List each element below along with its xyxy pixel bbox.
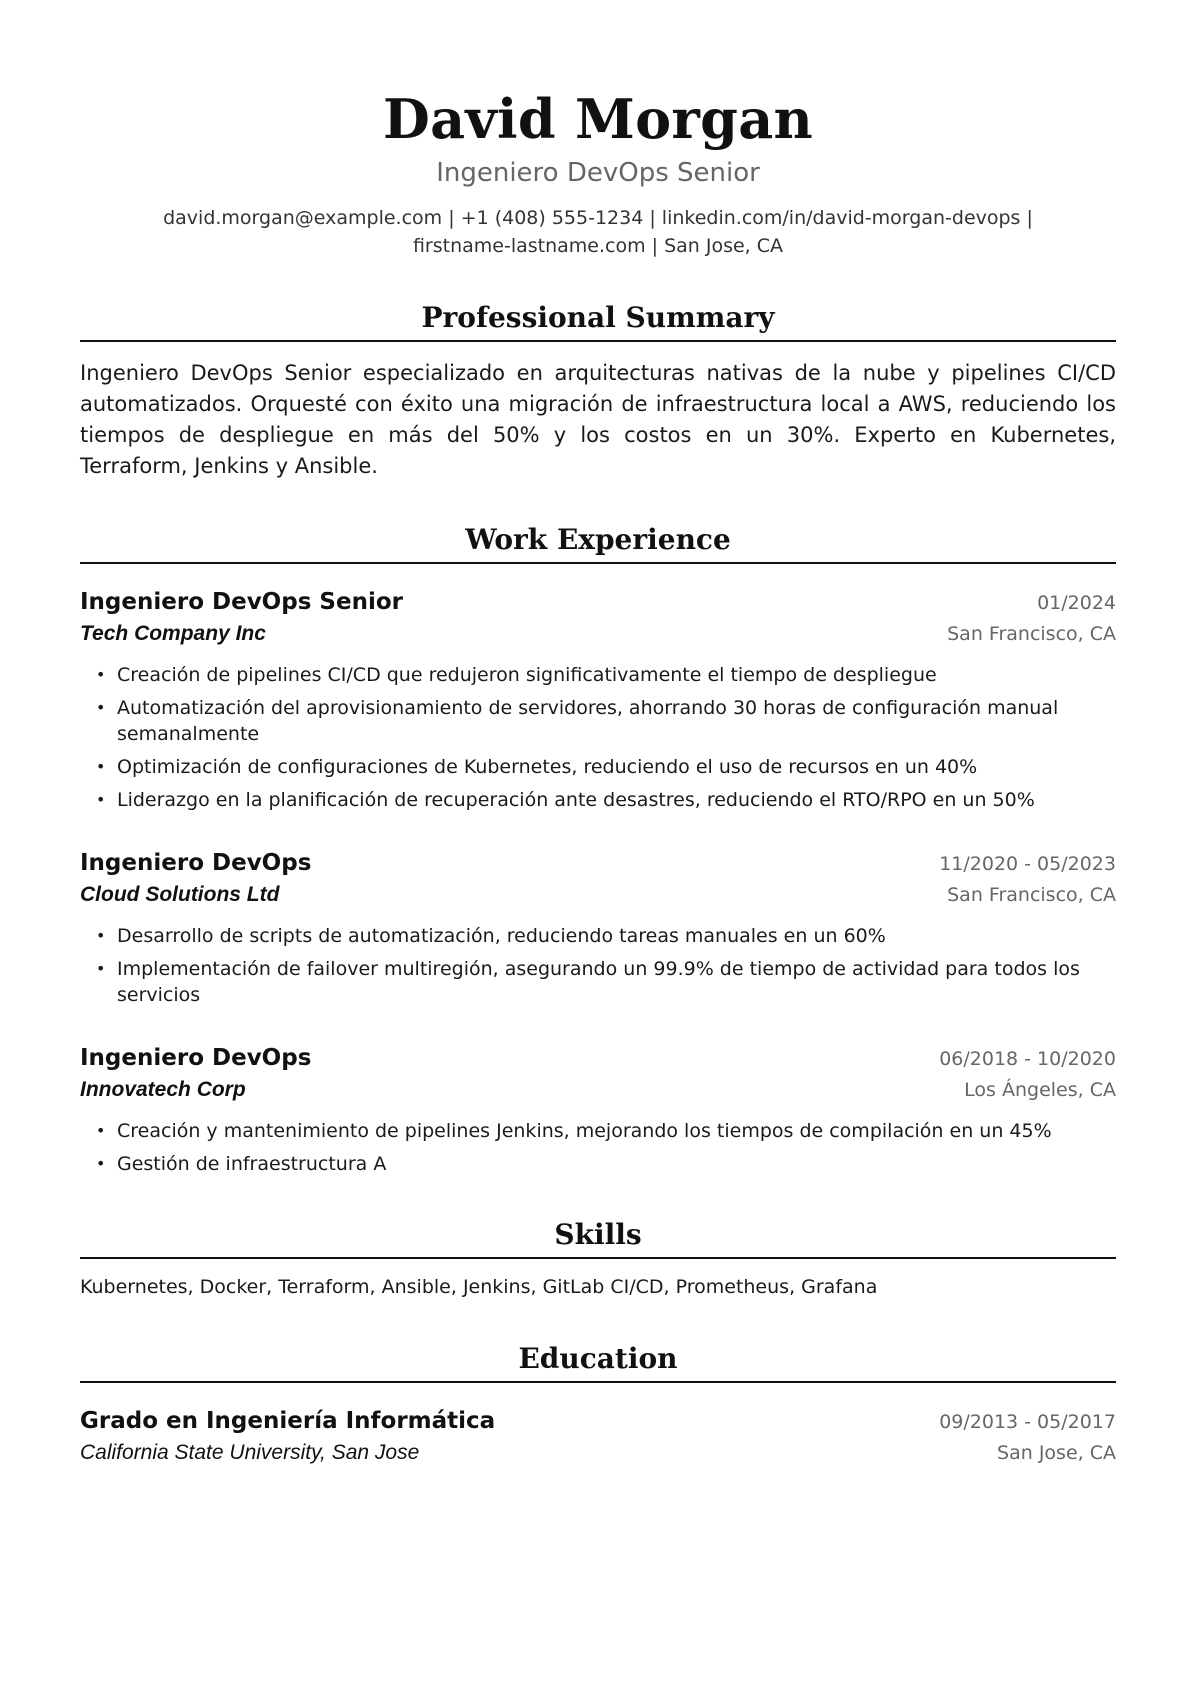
job-bullets	[80, 923, 1116, 1008]
education-entry	[80, 1405, 1116, 1469]
skills-heading: Skills	[80, 1217, 1116, 1259]
education-section	[80, 1341, 1116, 1469]
job-date: 11/2020 - 05/2023	[939, 853, 1116, 875]
education-degree: Grado en Ingeniería Informática	[80, 1408, 496, 1434]
job-date: 01/2024	[1037, 592, 1116, 614]
job-entry	[80, 1042, 1116, 1177]
job-location: Los Ángeles, CA	[964, 1079, 1116, 1101]
job-bullet: • Optimización de configuraciones de Kubernetes, reduciendo el uso de recursos en un 40%	[80, 754, 1116, 780]
education-date: 09/2013 - 05/2017	[939, 1411, 1116, 1433]
job-company: Cloud Solutions Ltd	[80, 883, 280, 906]
summary-heading: Professional Summary	[80, 300, 1116, 342]
job-company: Tech Company Inc	[80, 622, 266, 645]
job-bullets	[80, 1118, 1116, 1177]
job-bullet: • Creación y mantenimiento de pipelines Jenkins, mejorando los tiempos de compilación en un 45%	[80, 1118, 1116, 1144]
job-title: Ingeniero DevOps	[80, 1045, 312, 1071]
job-bullet: • Desarrollo de scripts de automatización, reduciendo tareas manuales en un 60%	[80, 923, 1116, 949]
contact-line-2: firstname-lastname.com | San Jose, CA	[412, 235, 784, 257]
education-location: San Jose, CA	[997, 1442, 1116, 1464]
job-bullet: • Implementación de failover multiregión, asegurando un 99.9% de tiempo de actividad para todos los servicios	[80, 956, 1116, 1008]
job-title: Ingeniero DevOps Senior	[80, 589, 403, 615]
education-heading: Education	[80, 1341, 1116, 1383]
summary-section	[80, 300, 1116, 482]
experience-section	[80, 522, 1116, 1177]
education-school: California State University, San Jose	[80, 1441, 420, 1464]
experience-heading: Work Experience	[80, 522, 1116, 564]
contact-info	[148, 204, 1048, 260]
job-entry	[80, 847, 1116, 1008]
job-bullets	[80, 662, 1116, 813]
resume-content	[80, 0, 1116, 1469]
summary-text: Ingeniero DevOps Senior especializado en arquitecturas nativas de la nube y pipelines CI/CD automatizados. Orquesté con éxito una migración de infraestructura local a AWS, reduciendo los tiempos de despliegue en más del 50% y los costos en un 30%. Experto en Kubernetes, Terraform, Jenkins y Ansible.	[80, 361, 1116, 478]
skills-list: Kubernetes, Docker, Terraform, Ansible, Jenkins, GitLab CI/CD, Prometheus, Grafana	[80, 1276, 878, 1298]
job-title: Ingeniero DevOps	[80, 850, 312, 876]
candidate-name: David Morgan	[382, 87, 814, 151]
skills-section	[80, 1217, 1116, 1301]
candidate-title: Ingeniero DevOps Senior	[436, 158, 760, 188]
job-company: Innovatech Corp	[80, 1078, 246, 1101]
job-bullet: • Gestión de infraestructura A	[80, 1151, 1116, 1177]
contact-line-1: david.morgan@example.com | +1 (408) 555-1234 | linkedin.com/in/david-morgan-devops |	[163, 207, 1033, 229]
job-bullet: • Creación de pipelines CI/CD que redujeron significativamente el tiempo de despliegue	[80, 662, 1116, 688]
job-location: San Francisco, CA	[947, 623, 1116, 645]
job-bullet: • Automatización del aprovisionamiento de servidores, ahorrando 30 horas de configuración manual semanalmente	[80, 695, 1116, 747]
job-bullet: • Liderazgo en la planificación de recuperación ante desastres, reduciendo el RTO/RPO en un 50%	[80, 787, 1116, 813]
job-entry	[80, 586, 1116, 813]
job-date: 06/2018 - 10/2020	[939, 1048, 1116, 1070]
job-location: San Francisco, CA	[947, 884, 1116, 906]
